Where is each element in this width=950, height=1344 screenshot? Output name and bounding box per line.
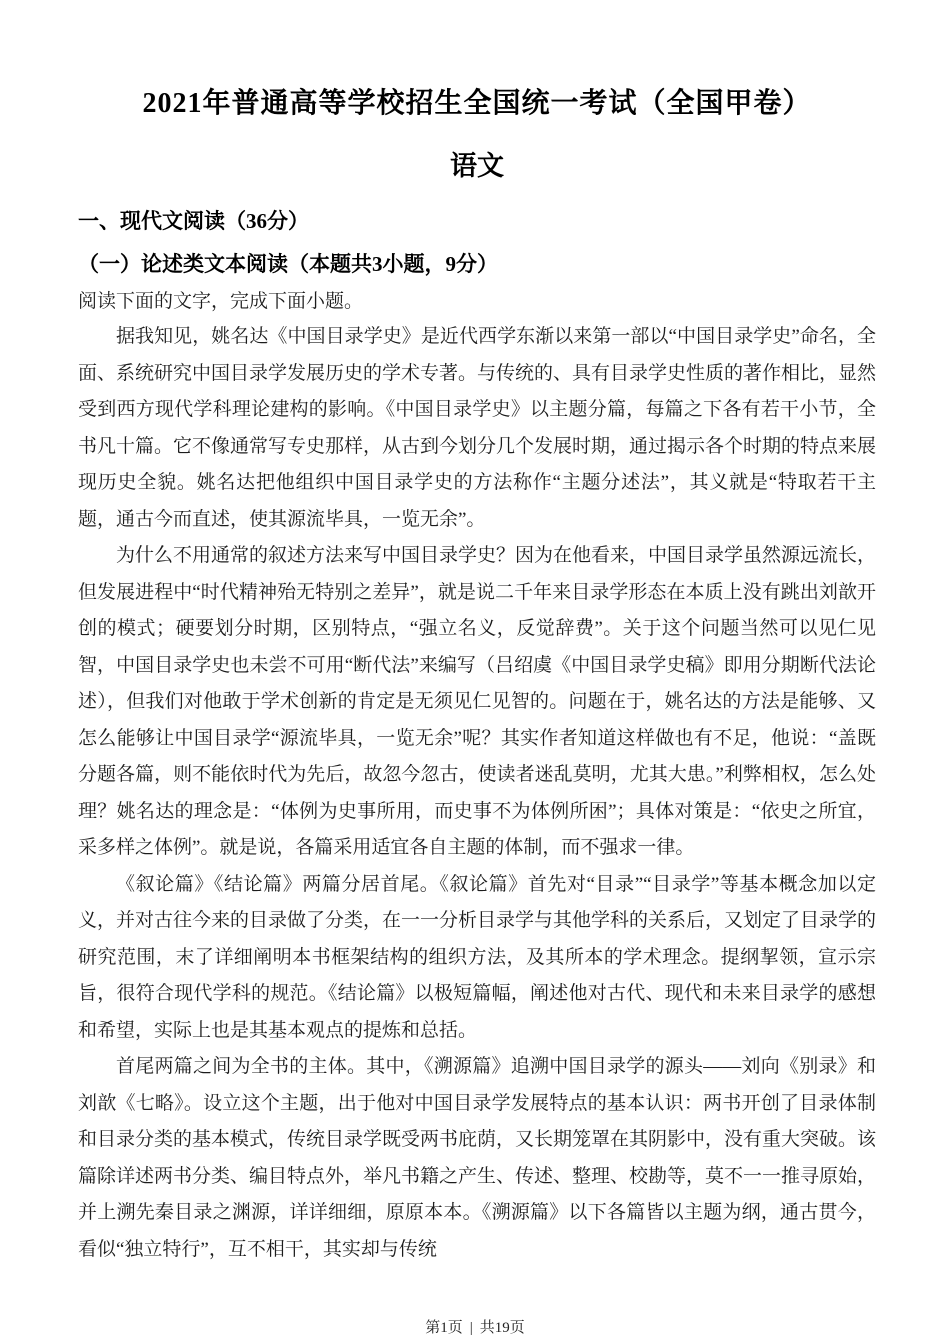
current-page-indicator: 第1页 (425, 1320, 463, 1336)
exam-title: 2021年普通高等学校招生全国统一考试（全国甲卷） (142, 88, 812, 119)
page-footer (0, 1318, 950, 1338)
subject-title: 语文 (450, 151, 504, 181)
section-heading-modern-reading: 一、现代文阅读（36分） (78, 209, 309, 233)
total-pages-indicator: 共19页 (479, 1320, 525, 1336)
reading-instruction: 阅读下面的文字，完成下面小题。 (78, 291, 364, 312)
footer-separator: | (469, 1320, 473, 1336)
reading-passage (78, 319, 876, 1268)
passage-paragraph-1: 据我知见，姚名达《中国目录学史》是近代西学东渐以来第一部以“中国目录学史”命名，全面、系统研究中国目录学发展历史的学术专著。与传统的、具有目录学史性质的著作相比，显然受到西方现代学科理论建构的影响。《中国目录学史》以主题分篇，每篇之下各有若干小节，全书凡十篇。它不像通常写专史那样，从古到今划分几个发展时期，通过揭示各个时期的特点来展现历史全貌。姚名达把他组织中国目录学史的方法称作“主题分述法”，其义就是“特取若干主题，通古今而直述，使其源流毕具，一览无余”。 (78, 326, 877, 530)
subsection-heading-argumentative-text: （一）论述类文本阅读（本题共3小题，9分） (78, 252, 498, 276)
passage-paragraph-4: 首尾两篇之间为全书的主体。其中，《溯源篇》追溯中国目录学的源头——刘向《别录》和刘歆《七略》。设立这个主题，出于他对中国目录学发展特点的基本认识：两书开创了目录体制和目录分类的基本模式，传统目录学既受两书庇荫，又长期笼罩在其阴影中，没有重大突破。该篇除详述两书分类、编目特点外，举凡书籍之产生、传述、整理、校勘等，莫不一一推寻原始，并上溯先秦目录之渊源，详详细细，原原本本。《溯源篇》以下各篇皆以主题为纲，通古贯今，看似“独立特行”，互不相干，其实却与传统 (78, 1056, 877, 1260)
passage-paragraph-2: 为什么不用通常的叙述方法来写中国目录学史？因为在他看来，中国目录学虽然源远流长，但发展进程中“时代精神殆无特别之差异”，就是说二千年来目录学形态在本质上没有跳出刘歆开创的模式；硬要划分时期，区别特点，“强立名义，反觉辞费”。关于这个问题当然可以见仁见智，中国目录学史也未尝不可用“断代法”来编写（吕绍虞《中国目录学史稿》即用分期断代法论述），但我们对他敢于学术创新的肯定是无须见仁见智的。问题在于，姚名达的方法是能够、又怎么能够让中国目录学“源流毕具，一览无余”呢？其实作者知道这样做也有不足，他说：“盖既分题各篇，则不能依时代为先后，故忽今忽古，使读者迷乱莫明，尤其大患。”利弊相权，怎么处理？姚名达的理念是：“体例为史事所用，而史事不为体例所困”；具体对策是：“依史之所宜，采多样之体例”。就是说，各篇采用适宜各自主题的体制，而不强求一律。 (78, 545, 877, 858)
passage-paragraph-3: 《叙论篇》《结论篇》两篇分居首尾。《叙论篇》首先对“目录”“目录学”等基本概念加以定义，并对古往今来的目录做了分类，在一一分析目录学与其他学科的关系后，又划定了目录学的研究范围，末了详细阐明本书框架结构的组织方法，及其所本的学术理念。提纲挈领，宣示宗旨，很符合现代学科的规范。《结论篇》以极短篇幅，阐述他对古代、现代和未来目录学的感想和希望，实际上也是其基本观点的提炼和总括。 (78, 873, 877, 1041)
